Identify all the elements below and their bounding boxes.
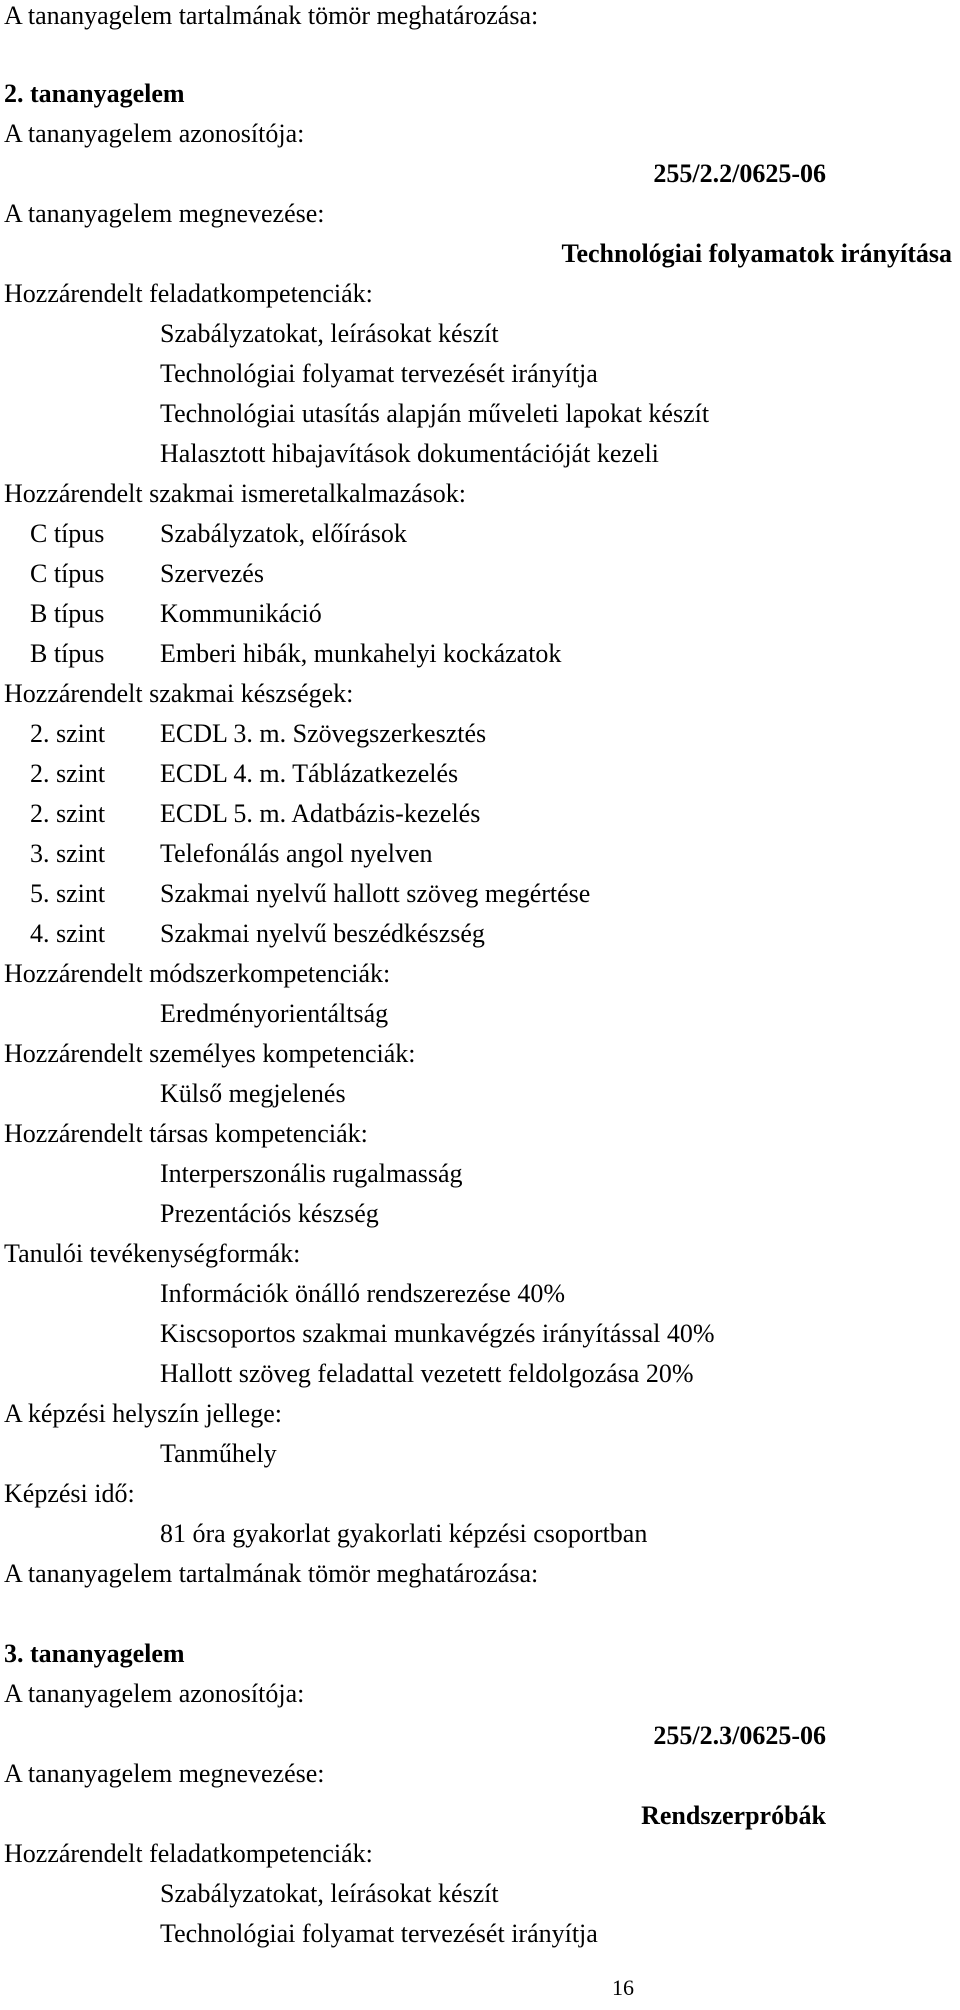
location-label: A képzési helyszín jellege: [4, 1399, 282, 1428]
knowledge-type: C típus [30, 519, 105, 548]
task-competency-item: Halasztott hibajavítások dokumentációját kezeli [160, 439, 659, 468]
task-competency-item: Szabályzatokat, leírásokat készít [160, 319, 499, 348]
social-competency-item: Prezentációs készség [160, 1199, 379, 1228]
knowledge-item: Kommunikáció [160, 599, 322, 628]
task-competency-item: Technológiai folyamat tervezését irányítja [160, 359, 598, 388]
method-competencies-label: Hozzárendelt módszerkompetenciák: [4, 959, 391, 988]
skills-label: Hozzárendelt szakmai készségek: [4, 679, 354, 708]
location-value: Tanműhely [160, 1439, 277, 1468]
social-competencies-label: Hozzárendelt társas kompetenciák: [4, 1119, 368, 1148]
section-heading: 3. tananyagelem [4, 1639, 185, 1668]
activity-item: Hallott szöveg feladattal vezetett feldolgozása 20% [160, 1359, 694, 1388]
skill-item: ECDL 4. m. Táblázatkezelés [160, 759, 459, 788]
id-label: A tananyagelem azonosítója: [4, 1679, 305, 1708]
time-label: Képzési idő: [4, 1479, 135, 1508]
activity-item: Információk önálló rendszerezése 40% [160, 1279, 565, 1308]
name-value: Technológiai folyamatok irányítása [561, 239, 952, 268]
knowledge-item: Emberi hibák, munkahelyi kockázatok [160, 639, 562, 668]
activity-item: Kiscsoportos szakmai munkavégzés irányítással 40% [160, 1319, 715, 1348]
task-competency-item: Technológiai utasítás alapján műveleti lapokat készít [160, 399, 710, 428]
personal-competency-item: Külső megjelenés [160, 1079, 346, 1108]
skill-item: Telefonálás angol nyelven [160, 839, 433, 868]
personal-competencies-label: Hozzárendelt személyes kompetenciák: [4, 1039, 416, 1068]
social-competency-item: Interperszonális rugalmasság [160, 1159, 463, 1188]
name-label: A tananyagelem megnevezése: [4, 1759, 325, 1788]
skill-level: 2. szint [30, 719, 106, 748]
task-competency-item: Szabályzatokat, leírásokat készít [160, 1879, 499, 1908]
id-value: 255/2.2/0625-06 [653, 159, 826, 188]
knowledge-type: C típus [30, 559, 105, 588]
activities-label: Tanulói tevékenységformák: [4, 1239, 301, 1268]
skill-level: 2. szint [30, 799, 106, 828]
skill-level: 5. szint [30, 879, 106, 908]
id-label: A tananyagelem azonosítója: [4, 119, 305, 148]
id-value: 255/2.3/0625-06 [653, 1721, 826, 1750]
skill-item: ECDL 5. m. Adatbázis-kezelés [160, 799, 481, 828]
method-competency-item: Eredményorientáltság [160, 999, 389, 1028]
skill-item: ECDL 3. m. Szövegszerkesztés [160, 719, 487, 748]
task-competency-item: Technológiai folyamat tervezését irányítja [160, 1919, 598, 1948]
knowledge-type: B típus [30, 639, 105, 668]
skill-level: 3. szint [30, 839, 106, 868]
summary-label: A tananyagelem tartalmának tömör meghatározása: [4, 1, 539, 30]
task-competencies-label: Hozzárendelt feladatkompetenciák: [4, 279, 373, 308]
skill-level: 4. szint [30, 919, 106, 948]
knowledge-item: Szervezés [160, 559, 264, 588]
task-competencies-label: Hozzárendelt feladatkompetenciák: [4, 1839, 373, 1868]
skill-item: Szakmai nyelvű beszédkészség [160, 919, 485, 948]
knowledge-label: Hozzárendelt szakmai ismeretalkalmazások: [4, 479, 467, 508]
knowledge-type: B típus [30, 599, 105, 628]
skill-item: Szakmai nyelvű hallott szöveg megértése [160, 879, 591, 908]
skill-level: 2. szint [30, 759, 106, 788]
name-label: A tananyagelem megnevezése: [4, 199, 325, 228]
page-number: 16 [612, 1975, 634, 2000]
summary-label: A tananyagelem tartalmának tömör meghatározása: [4, 1559, 539, 1588]
section-heading: 2. tananyagelem [4, 79, 185, 108]
time-value: 81 óra gyakorlat gyakorlati képzési csoportban [160, 1519, 648, 1548]
knowledge-item: Szabályzatok, előírások [160, 519, 407, 548]
name-value: Rendszerpróbák [641, 1801, 826, 1830]
